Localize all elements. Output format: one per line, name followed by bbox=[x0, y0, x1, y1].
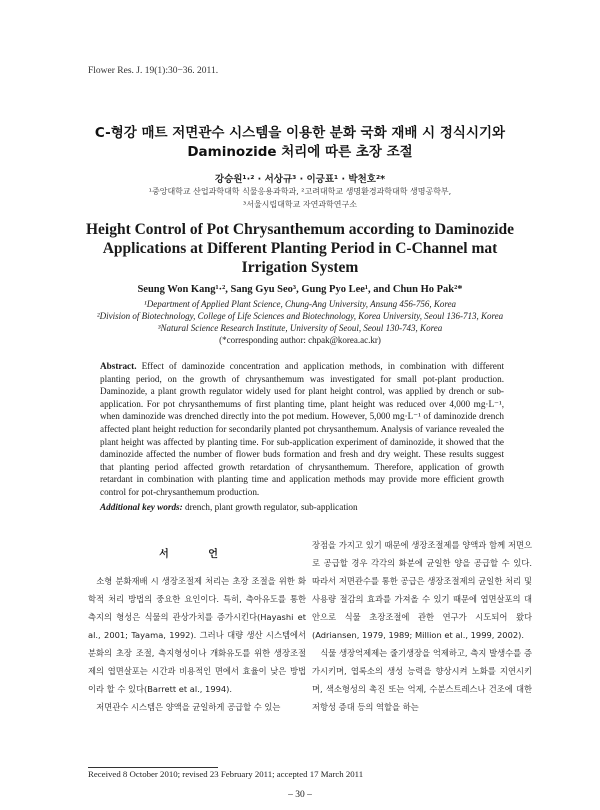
received-dates: Received 8 October 2010; revised 23 February 2011; accepted 17 March 2011 bbox=[88, 769, 364, 779]
key-words bbox=[100, 502, 520, 512]
english-affiliation-line-3: ³Natural Science Research Institute, University of Seoul, Seoul 130-743, Korea bbox=[157, 323, 443, 333]
section-heading-introduction: 서 언 bbox=[159, 549, 236, 560]
korean-affiliation-line-1: ¹중앙대학교 산업과학대학 식물응용과학과, ²고려대학교 생명환경과학대학 생명공학부, bbox=[148, 187, 452, 196]
key-words-text: drench, plant growth regulator, sub-application bbox=[185, 502, 358, 512]
right-column-paragraph: 식물 생장억제제는 줄기생장을 억제하고, 측지 발생수를 증가시키며, 엽록소의 생성 능력을 향상시켜 노화를 지연시키며, 색소형성의 촉진 또는 억제, 수분스트레스나 건조에 대한 저항성 증대 등의 역할을 하는 bbox=[312, 648, 532, 712]
korean-title-line-1: C-형강 매트 저면관수 시스템을 이용한 분화 국화 재배 시 정식시기와 bbox=[94, 125, 506, 141]
key-words-label: Additional key words: bbox=[100, 502, 183, 512]
journal-citation: Flower Res. J. 19(1):30−36. 2011. bbox=[88, 66, 219, 76]
corresponding-author: (*corresponding author: chpak@korea.ac.kr) bbox=[219, 335, 381, 345]
korean-authors: 강승원¹·² · 서상규³ · 이긍표¹ · 박천호²* bbox=[214, 174, 386, 185]
abstract-label: Abstract. bbox=[100, 361, 137, 371]
page-number: – 30 – bbox=[288, 790, 312, 800]
english-title-line-1: Height Control of Pot Chrysanthemum according to Daminozide bbox=[85, 221, 515, 238]
korean-affiliation-line-2: ³서울시립대학교 자연과학연구소 bbox=[243, 200, 357, 209]
english-authors: Seung Won Kang¹·², Sang Gyu Seo³, Gung Pyo Lee¹, and Chun Ho Pak²* bbox=[137, 284, 463, 295]
abstract bbox=[100, 360, 504, 499]
right-column bbox=[312, 536, 532, 716]
left-column-paragraph: 저면관수 시스템은 양액을 균일하게 공급할 수 있는 bbox=[96, 702, 281, 712]
english-affiliation-line-2: ²Division of Biotechnology, College of Life Sciences and Biotechnology, Korea University, Seoul 136-713, Korea bbox=[96, 311, 504, 321]
english-title-line-3: Irrigation System bbox=[241, 259, 359, 276]
korean-title-line-2: Daminozide 처리에 따른 초장 조절 bbox=[187, 144, 413, 160]
english-affiliation-line-1: ¹Department of Applied Plant Science, Chung-Ang University, Ansung 456-756, Korea bbox=[144, 299, 456, 309]
english-title-line-2: Applications at Different Planting Period in C-Channel mat bbox=[102, 240, 498, 257]
right-column-paragraph: 장점을 가지고 있기 때문에 생장조절제를 양액과 함께 저면으로 공급할 경우 각각의 화분에 균일한 양을 공급할 수 있다. 따라서 저면관수를 통한 공급은 생장조절제의 균일한 처리 및 사용량 절감의 효과를 가져올 수 있기 때문에 엽면살포의 대안으로 식물 초장조절에 관한 연구가 시도되어 왔다(Adriansen, 1979, 1989; Million et al., 1999, 2002). bbox=[312, 540, 532, 640]
abstract-text: Effect of daminozide concentration and application methods, in combination with different planting period, on the growth of chrysanthemum was investigated for small pot-plant production. Daminozide, a plant growth regulator widely used for plant height control, was applied by drench or sub-application. For pot chrysanthemums of first planting time, plant height was reduced over 4,000 mg·L⁻¹, when daminozide was drenched directly into the pot medium. However, 5,000 mg·L⁻¹ of daminozide drench affected plant height reduction for secondarily planted pot chrysanthemum. Analysis of variance revealed the plant height was affected by planting time. For sub-application experiment of daminozide, it showed that the daminozide affected the number of flower buds formation and fresh and dry weight. These results suggest that planting period affected growth retardation of chrysanthemum. Therefore, application of growth retardant in combination with planting time and application methods may provide more efficient growth control for pot-chrysanthemum production. bbox=[100, 361, 505, 497]
footnote-divider bbox=[88, 767, 218, 768]
left-column bbox=[88, 572, 306, 716]
left-column-paragraph: 소형 분화재배 시 생장조절제 처리는 초장 조절을 위한 화학적 처리 방법의 중요한 요인이다. 특히, 측아유도를 통한 측지의 형성은 식물의 관상가치를 증가시킨다(Hayashi et al., 2001; Tayama, 1992). 그러나 대량 생산 시스템에서 분화의 초장 조절, 측지형성이나 개화유도를 위한 생장조절제의 엽면살포는 시간과 비용적인 면에서 효율이 낮은 방법이라 할 수 있다(Barrett et al., 1994). bbox=[88, 576, 306, 694]
